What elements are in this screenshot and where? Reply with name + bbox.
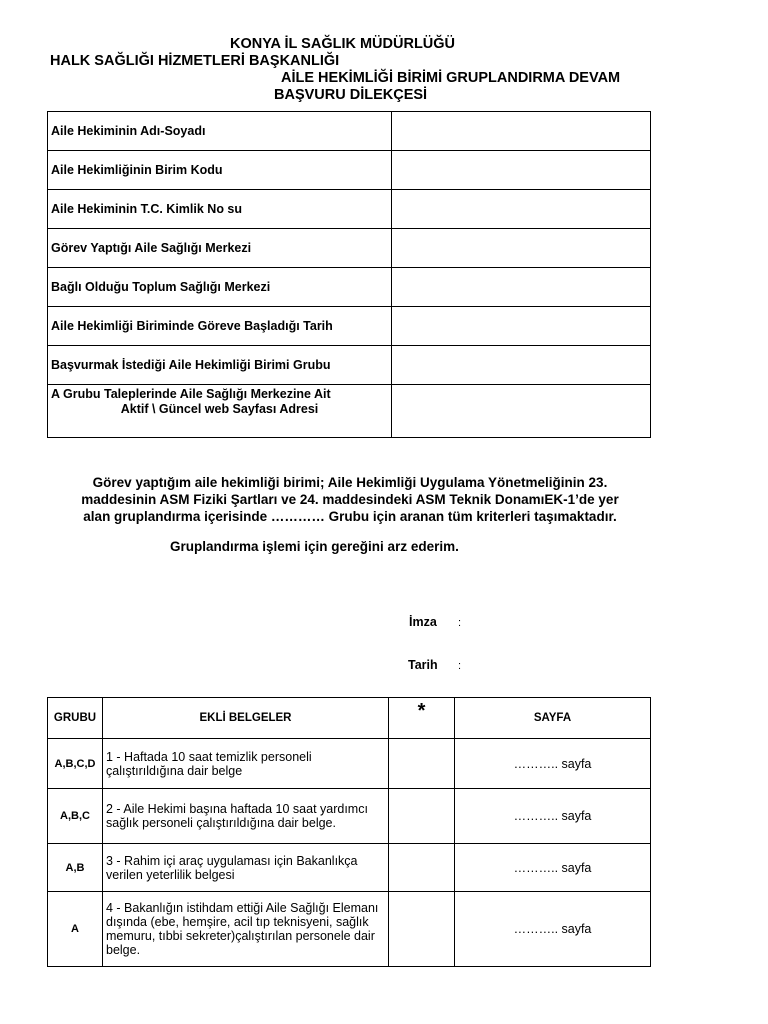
info-label: Görev Yaptığı Aile Sağlığı Merkezi — [48, 229, 392, 268]
page-column-header: SAYFA — [455, 698, 651, 739]
info-row — [48, 229, 651, 268]
document-cell: 3 - Rahim içi araç uygulaması için Bakanlıkça verilen yeterlilik belgesi — [103, 844, 389, 892]
info-row — [48, 346, 651, 385]
docs-header-row — [48, 698, 651, 739]
page-count-cell[interactable]: ……….. sayfa — [455, 739, 651, 789]
header-line-2: HALK SAĞLIĞI HİZMETLERİ BAŞKANLIĞI — [50, 53, 340, 69]
mark-column-header: * — [389, 698, 455, 739]
signature-label: İmza — [409, 615, 437, 629]
paragraph-line: Görev yaptığım aile hekimliği birimi; Aile Hekimliği Uygulama Yönetmeliğinin 23. — [92, 475, 608, 490]
info-label: Başvurmak İstediği Aile Hekimliği Birimi Grubu — [48, 346, 392, 385]
info-label: Aile Hekimliği Biriminde Göreve Başladığı Tarih — [48, 307, 392, 346]
page-count-cell[interactable]: ……….. sayfa — [455, 789, 651, 844]
signature-colon: : — [458, 617, 462, 629]
date-label: Tarih — [408, 658, 438, 672]
info-label: Aile Hekimliğinin Birim Kodu — [48, 151, 392, 190]
closing-sentence: Gruplandırma işlemi için gereğini arz ederim. — [170, 539, 459, 554]
info-label-line-1: A Grubu Taleplerinde Aile Sağlığı Merkezine Ait — [51, 387, 331, 401]
applicant-info-table — [47, 111, 651, 438]
group-cell: A,B,C,D — [48, 739, 103, 789]
header-line-4: BAŞVURU DİLEKÇESİ — [274, 87, 428, 103]
date-colon: : — [458, 660, 462, 672]
mark-cell[interactable] — [389, 739, 455, 789]
info-row — [48, 151, 651, 190]
paragraph-line: alan gruplandırma içerisinde ………… Grubu için aranan tüm kriterleri taşımaktadır. — [83, 509, 617, 524]
info-row — [48, 307, 651, 346]
group-cell: A,B,C — [48, 789, 103, 844]
info-label: Bağlı Olduğu Toplum Sağlığı Merkezi — [48, 268, 392, 307]
table-row — [48, 789, 651, 844]
info-value-field[interactable] — [392, 112, 651, 151]
info-row — [48, 190, 651, 229]
paragraph-line: maddesinin ASM Fiziki Şartları ve 24. maddesindeki ASM Teknik DonamıEK-1’de yer — [81, 492, 619, 507]
info-value-field[interactable] — [392, 151, 651, 190]
table-row — [48, 739, 651, 789]
info-value-field[interactable] — [392, 190, 651, 229]
group-cell: A — [48, 892, 103, 967]
info-value-field[interactable] — [392, 385, 651, 438]
info-row — [48, 385, 651, 438]
info-label-line-2: Aktif \ Güncel web Sayfası Adresi — [120, 402, 319, 416]
attached-documents-table — [47, 697, 651, 967]
info-row — [48, 112, 651, 151]
mark-cell[interactable] — [389, 789, 455, 844]
table-row — [48, 892, 651, 967]
info-label: Aile Hekiminin T.C. Kimlik No su — [48, 190, 392, 229]
info-value-field[interactable] — [392, 229, 651, 268]
page-count-cell[interactable]: ……….. sayfa — [455, 844, 651, 892]
documents-column-header: EKLİ BELGELER — [103, 698, 389, 739]
document-cell: 2 - Aile Hekimi başına haftada 10 saat yardımcı sağlık personeli çalıştırıldığına dair belge. — [103, 789, 389, 844]
document-cell: 4 - Bakanlığın istihdam ettiği Aile Sağlığı Elemanı dışında (ebe, hemşire, acil tıp teknisyeni, sağlık memuru, tıbbi sekreter)çalıştırılan personele dair belge. — [103, 892, 389, 967]
info-value-field[interactable] — [392, 346, 651, 385]
group-column-header: GRUBU — [48, 698, 103, 739]
info-value-field[interactable] — [392, 307, 651, 346]
document-cell: 1 - Haftada 10 saat temizlik personeli çalıştırıldığına dair belge — [103, 739, 389, 789]
group-cell: A,B — [48, 844, 103, 892]
page-count-cell[interactable]: ……….. sayfa — [455, 892, 651, 967]
info-label: Aile Hekiminin Adı-Soyadı — [48, 112, 392, 151]
table-row — [48, 844, 651, 892]
info-row — [48, 268, 651, 307]
info-value-field[interactable] — [392, 268, 651, 307]
header-line-3: AİLE HEKİMLİĞİ BİRİMİ GRUPLANDIRMA DEVAM — [281, 70, 621, 86]
mark-cell[interactable] — [389, 844, 455, 892]
request-paragraph — [40, 474, 660, 525]
header-line-1: KONYA İL SAĞLIK MÜDÜRLÜĞÜ — [230, 36, 456, 52]
mark-cell[interactable] — [389, 892, 455, 967]
info-label — [48, 385, 392, 438]
